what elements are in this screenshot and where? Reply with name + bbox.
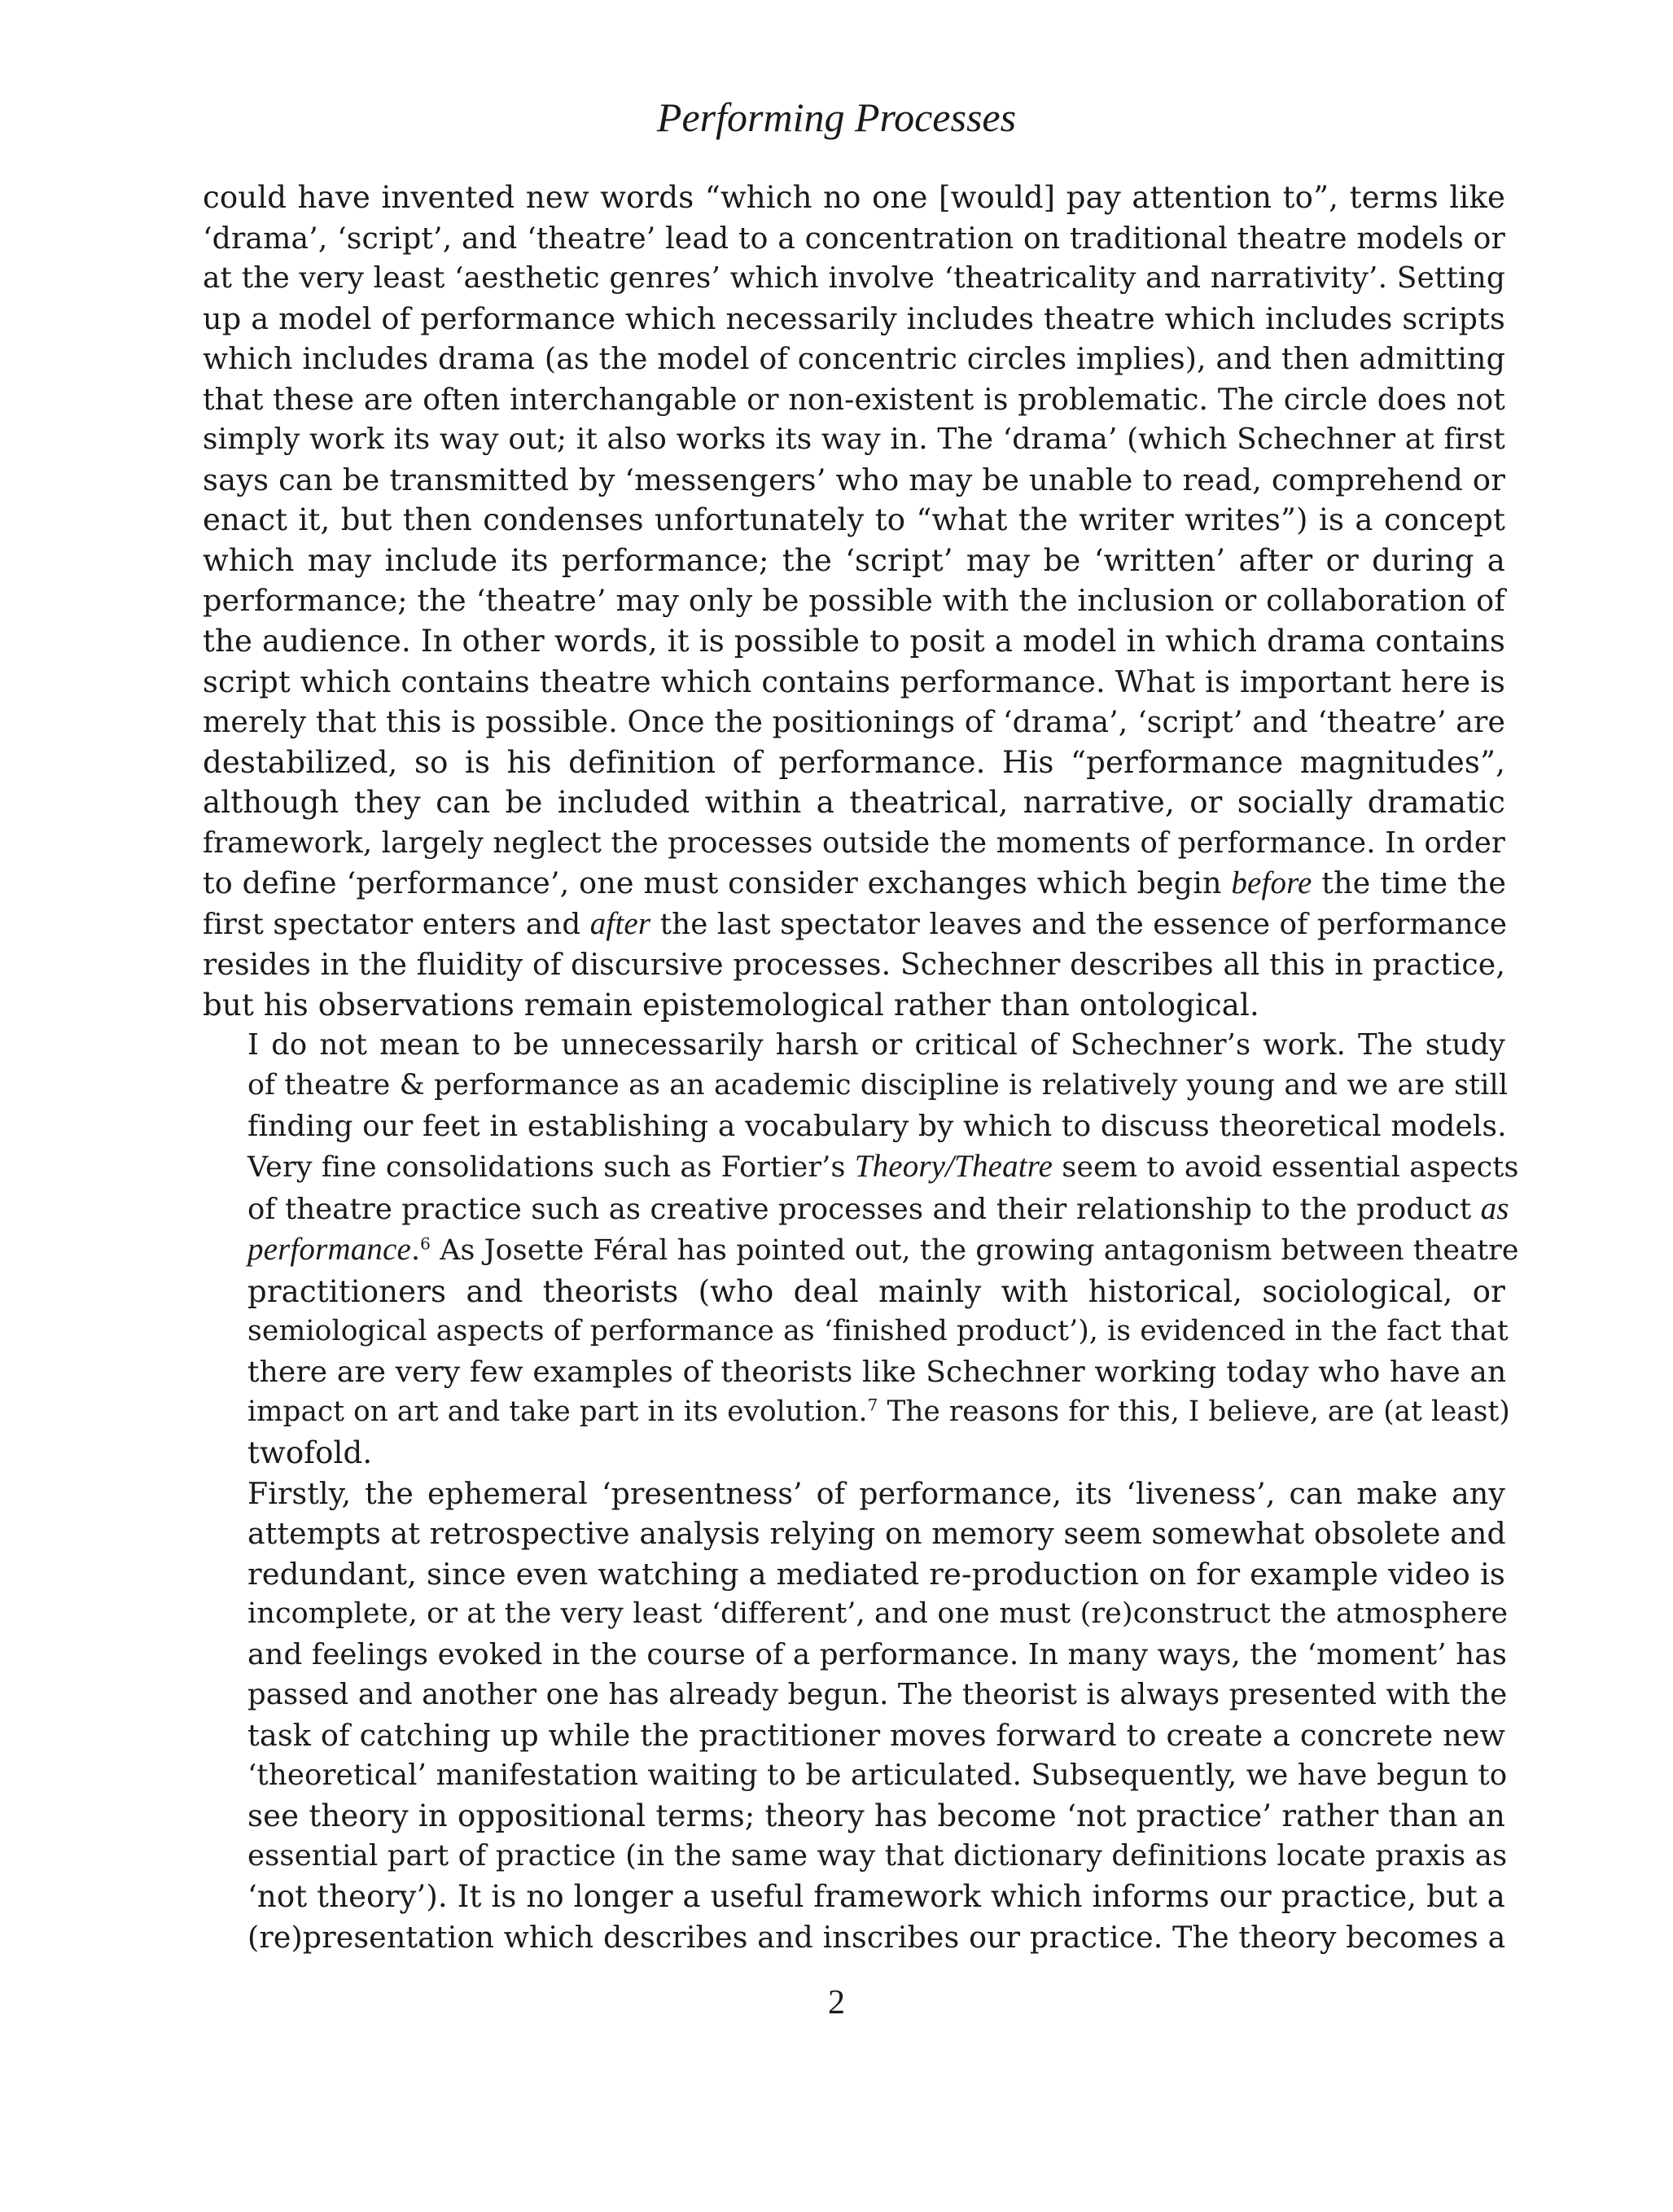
paragraph-1: [203, 177, 1508, 1025]
text-run: .: [410, 1234, 421, 1268]
text-line: performance; the ‘theatre’ may only be possible with the inclusion or collaboration of: [203, 583, 1505, 619]
footnote-marker: 6: [420, 1233, 431, 1254]
text-line: incomplete, or at the very least ‘different’, and one must (re)construct the atmosphere: [247, 1597, 1509, 1631]
text-line: ‘theoretical’ manifestation waiting to be articulated. Subsequently, we have begun to: [247, 1759, 1508, 1793]
text-line: that these are often interchangable or non-existent is problematic. The circle does not: [203, 381, 1505, 417]
text-line: merely that this is possible. Once the positionings of ‘drama’, ‘script’ and ‘theatre’ are: [203, 704, 1505, 740]
text-line: twofold.: [247, 1435, 373, 1470]
text-line: [203, 1229, 1519, 1272]
text-line: ‘drama’, ‘script’, and ‘theatre’ lead to a concentration on traditional theatre models or: [203, 220, 1505, 256]
text-line: passed and another one has already begun. The theorist is always presented with the: [247, 1678, 1508, 1712]
footnote-marker: 7: [867, 1395, 878, 1416]
text-line: see theory in oppositional terms; theory has become ‘not practice’ rather than an: [247, 1798, 1505, 1833]
text-run: of theatre practice such as creative processes and their relationship to the product: [247, 1192, 1481, 1226]
text-line: attempts at retrospective analysis relying on memory seem somewhat obsolete and: [247, 1516, 1506, 1552]
text-run: to define ‘performance’, one must consider exchanges which begin: [203, 865, 1232, 901]
text-line: (re)presentation which describes and inscribes our practice. The theory becomes a: [247, 1919, 1506, 1955]
text-line: says can be transmitted by ‘messengers’ who may be unable to read, comprehend or: [203, 462, 1506, 497]
text-line: semiological aspects of performance as ‘finished product’), is evidenced in the fact that: [247, 1315, 1509, 1348]
text-line: which may include its performance; the ‘script’ may be ‘written’ after or during a: [203, 542, 1505, 578]
text-line: I do not mean to be unnecessarily harsh or critical of Schechner’s work. The study: [247, 1028, 1505, 1062]
text-line: task of catching up while the practitioner moves forward to create a concrete new: [247, 1717, 1506, 1753]
text-line: [203, 904, 1508, 945]
italic-term: after: [589, 905, 651, 941]
text-line: at the very least ‘aesthetic genres’ which involve ‘theatricality and narrativity’. Setting: [203, 261, 1506, 296]
text-line: framework, largely neglect the processes outside the moments of performance. In order: [203, 826, 1505, 860]
text-line: Firstly, the ephemeral ‘presentness’ of performance, its ‘liveness’, can make any: [247, 1475, 1505, 1511]
text-line: although they can be included within a theatrical, narrative, or socially dramatic: [203, 785, 1505, 821]
italic-term: before: [1231, 865, 1312, 901]
italic-term: Theory/Theatre: [854, 1149, 1053, 1185]
text-run: the last spectator leaves and the essence of performance: [650, 907, 1508, 941]
text-line: [203, 1392, 1510, 1433]
text-run: first spectator enters and: [203, 907, 590, 941]
paragraph-3: [203, 1474, 1509, 1958]
text-line: which includes drama (as the model of concentric circles implies), and then admitting: [203, 341, 1505, 377]
text-run: impact on art and take part in its evolution.: [247, 1395, 868, 1429]
text-line: script which contains theatre which contains performance. What is important here is: [203, 664, 1505, 699]
running-head: Performing Processes: [656, 94, 1017, 140]
text-line: and feelings evoked in the course of a performance. In many ways, the ‘moment’ has: [247, 1637, 1508, 1671]
italic-term: as: [1480, 1190, 1509, 1226]
text-line: destabilized, so is his definition of performance. His “performance magnitudes”,: [203, 744, 1505, 780]
text-line: [203, 1189, 1509, 1230]
text-line: finding our feet in establishing a vocabulary by which to discuss theoretical models.: [247, 1109, 1507, 1143]
text-run: the time the: [1312, 865, 1507, 901]
text-line: there are very few examples of theorists like Schechner working today who have an: [247, 1355, 1507, 1389]
text-run: Very fine consolidations such as Fortier’s: [247, 1151, 855, 1185]
text-line: [203, 1146, 1519, 1189]
text-line: could have invented new words “which no one [would] pay attention to”, terms like: [203, 180, 1505, 215]
text-line: practitioners and theorists (who deal mainly with historical, sociological, or: [247, 1273, 1505, 1309]
text-line: essential part of practice (in the same way that dictionary definitions locate praxis as: [247, 1839, 1508, 1873]
text-run: As Josette Féral has pointed out, the growing antagonism between theatre: [431, 1234, 1519, 1268]
text-line: resides in the fluidity of discursive processes. Schechner describes all this in practice,: [203, 947, 1505, 983]
text-line: the audience. In other words, it is possible to posit a model in which drama contains: [203, 624, 1505, 659]
body-text: [203, 177, 1519, 1957]
text-line: but his observations remain epistemological rather than ontological.: [203, 987, 1259, 1023]
paragraph-2: [203, 1025, 1519, 1473]
text-run: seem to avoid essential aspects: [1053, 1151, 1519, 1185]
text-line: enact it, but then condenses unfortunately to “what the writer writes”) is a concept: [203, 502, 1505, 538]
text-line: redundant, since even watching a mediated re-production on for example video is: [247, 1556, 1505, 1592]
page-number: 2: [828, 1984, 845, 2021]
text-line: up a model of performance which necessarily includes theatre which includes scripts: [203, 300, 1505, 336]
text-line: ‘not theory’). It is no longer a useful framework which informs our practice, but a: [247, 1878, 1505, 1914]
text-line: of theatre & performance as an academic discipline is relatively young and we are still: [247, 1069, 1509, 1102]
text-run: The reasons for this, I believe, are (at least): [878, 1395, 1510, 1429]
italic-term: performance: [247, 1232, 411, 1268]
text-line: simply work its way out; it also works its way in. The ‘drama’ (which Schechner at first: [203, 423, 1505, 457]
text-line: [203, 863, 1505, 904]
